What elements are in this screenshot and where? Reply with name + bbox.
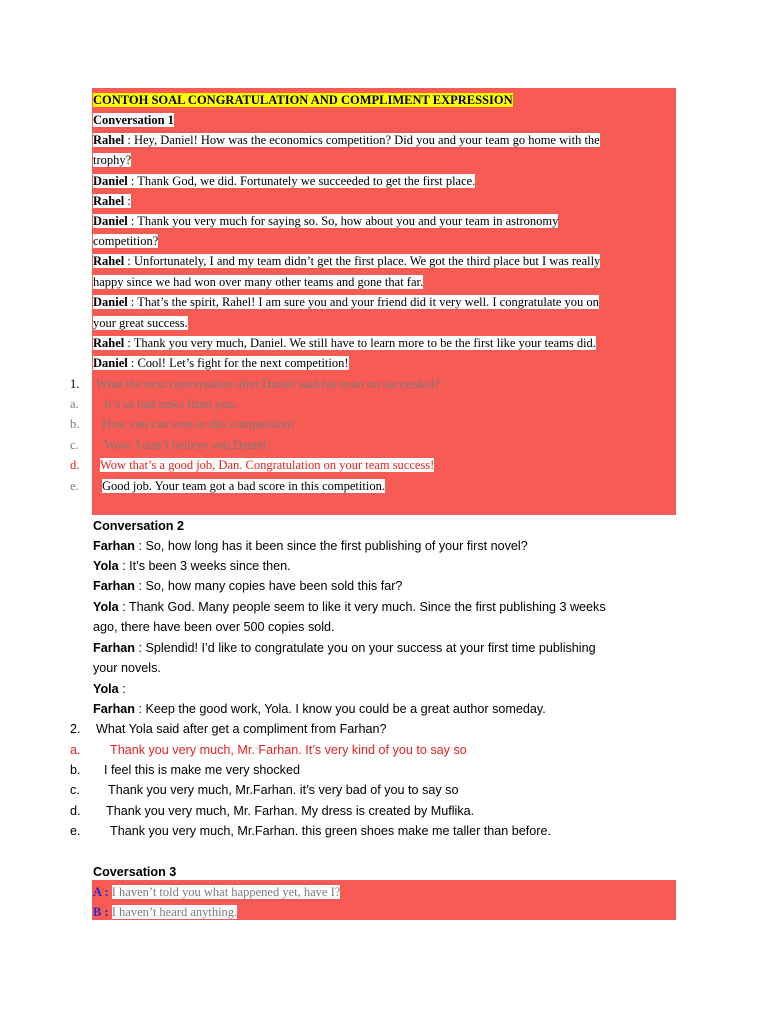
option-e: Good job. Your team got a bad score in this competition.: [102, 479, 385, 493]
dialogue-line: Farhan : So, how long has it been since the first publishing of your first novel?: [93, 539, 528, 553]
option-letter: a.: [70, 397, 79, 411]
dialogue-line: competition?: [93, 234, 159, 248]
dialogue-line: your great success.: [93, 316, 188, 330]
dialogue-line: Rahel : Unfortunately, I and my team didn’t get the first place. We got the third place but I was really: [93, 254, 601, 268]
dialogue-line: Daniel : Thank you very much for saying so. So, how about you and your team in astronomy: [93, 214, 559, 228]
dialogue-line: Farhan : Keep the good work, Yola. I know you could be a great author someday.: [93, 702, 546, 716]
option-d-correct: Wow that’s a good job, Dan. Congratulation on your team success!: [100, 458, 435, 472]
option-a-correct: Thank you very much, Mr. Farhan. It’s very kind of you to say so: [110, 743, 467, 757]
dialogue-line: Rahel : Thank you very much, Daniel. We still have to learn more to be the first like your teams did.: [93, 336, 596, 350]
dialogue-line: ago, there have been over 500 copies sold.: [93, 620, 335, 634]
conversation-1-heading: Conversation 1: [93, 113, 174, 127]
conversation-2-heading: Conversation 2: [93, 519, 184, 533]
option-b: How you can won in this competition?: [102, 417, 296, 431]
dialogue-line-blank: Rahel :: [93, 194, 131, 208]
dialogue-line-blank: Yola :: [93, 682, 126, 696]
option-a: It’s so bad news from you.: [104, 397, 237, 411]
option-d: Thank you very much, Mr. Farhan. My dress is created by Muflika.: [106, 804, 475, 818]
question-1-number: 1.: [70, 377, 80, 391]
document-title: CONTOH SOAL CONGRATULATION AND COMPLIMENT EXPRESSION: [93, 93, 513, 107]
dialogue-line: your novels.: [93, 661, 161, 675]
option-c: Thank you very much, Mr.Farhan. it’s very bad of you to say so: [108, 783, 459, 797]
option-letter: d.: [70, 458, 80, 472]
option-e: Thank you very much, Mr.Farhan. this green shoes make me taller than before.: [110, 824, 551, 838]
option-b: I feel this is make me very shocked: [104, 763, 300, 777]
question-2-number: 2.: [70, 722, 81, 736]
dialogue-line: B : I haven’t heard anything.: [93, 905, 238, 919]
question-1-text: What the next conversation after Daniel said his team on succeeded?: [96, 377, 440, 391]
option-letter: a.: [70, 743, 81, 757]
dialogue-line: Yola : Thank God. Many people seem to like it very much. Since the first publishing 3 weeks: [93, 600, 606, 614]
question-2-text: What Yola said after get a compliment from Farhan?: [96, 722, 387, 736]
dialogue-line: Daniel : Thank God, we did. Fortunately we succeeded to get the first place.: [93, 174, 476, 188]
conversation-3-heading: Coversation 3: [93, 865, 177, 879]
option-c: Wow, I don’t believe you Daniel.: [104, 438, 270, 452]
option-letter: b.: [70, 417, 80, 431]
option-letter: d.: [70, 804, 81, 818]
dialogue-line: A : I haven’t told you what happened yet, have I?: [93, 885, 341, 899]
dialogue-line: happy since we had won over many other teams and gone that far.: [93, 275, 424, 289]
option-letter: e.: [70, 479, 79, 493]
dialogue-line: trophy?: [93, 153, 132, 167]
option-letter: c.: [70, 783, 80, 797]
dialogue-line: Farhan : So, how many copies have been sold this far?: [93, 579, 403, 593]
dialogue-line: Daniel : That’s the spirit, Rahel! I am sure you and your friend did it very well. I congratulate you on: [93, 295, 599, 309]
option-letter: b.: [70, 763, 81, 777]
dialogue-line: Yola : It’s been 3 weeks since then.: [93, 559, 291, 573]
dialogue-line: Farhan : Splendid! I’d like to congratulate you on your success at your first time publishing: [93, 641, 596, 655]
dialogue-line: Daniel : Cool! Let’s fight for the next competition!: [93, 356, 349, 370]
option-letter: c.: [70, 438, 79, 452]
dialogue-line: Rahel : Hey, Daniel! How was the economics competition? Did you and your team go home with the: [93, 133, 600, 147]
option-letter: e.: [70, 824, 81, 838]
